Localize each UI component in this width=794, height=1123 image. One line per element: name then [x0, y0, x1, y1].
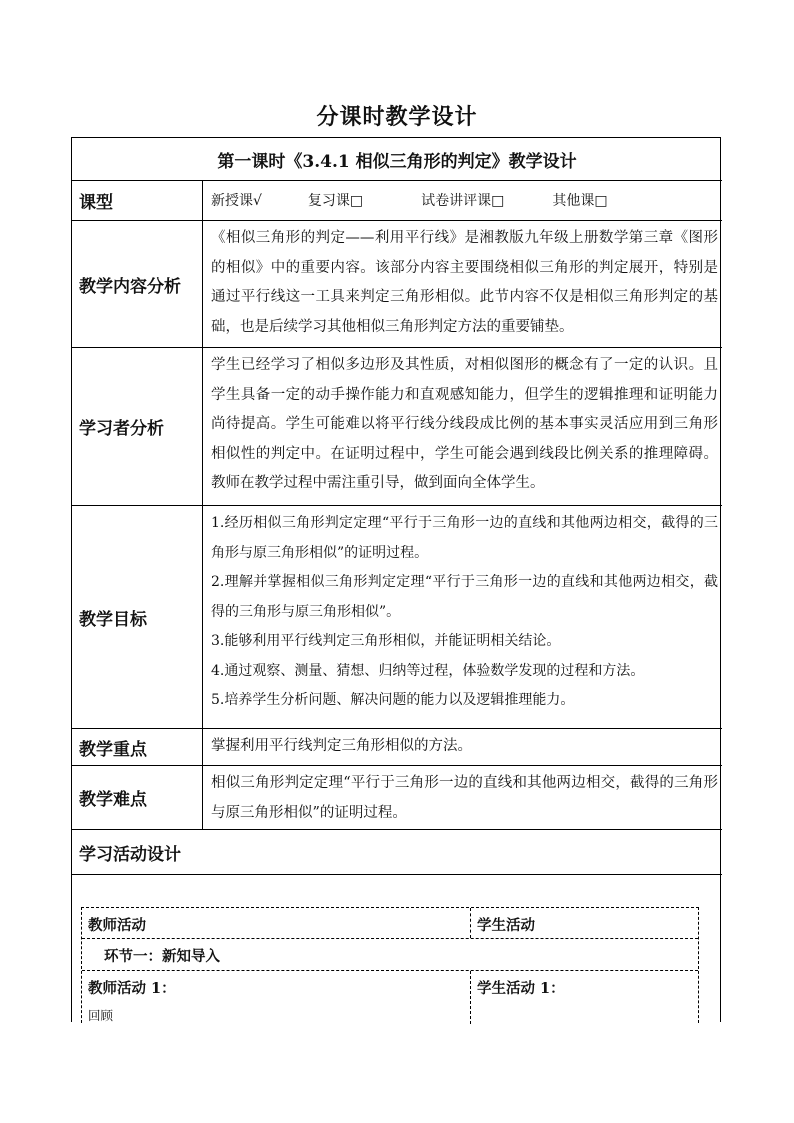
- learner-analysis-row: [72, 348, 722, 506]
- activity-design-heading-row: [72, 830, 722, 875]
- goal-item: 2.理解并掌握相似三角形判定定理“平行于三角形一边的直线和其他两边相交，截得的三角形与原三角形相似”。: [211, 574, 718, 620]
- activity-1-row: [82, 971, 698, 1024]
- difficulty-label: 教学难点: [72, 766, 203, 829]
- student-activity-header: 学生活动: [477, 917, 535, 934]
- course-type-option-other[interactable]: 其他课□: [552, 193, 608, 210]
- teacher-activity-1-label: 教师活动 1：: [88, 980, 176, 997]
- teacher-activity-header: 教师活动: [82, 908, 471, 938]
- goal-item: 4.通过观察、测量、猜想、归纳等过程，体验数学发现的过程和方法。: [211, 662, 645, 679]
- course-type-options: [203, 181, 722, 220]
- goal-item: 1.经历相似三角形判定定理“平行于三角形一边的直线和其他两边相交，截得的三角形与原三角形相似”的证明过程。: [211, 515, 718, 561]
- content-analysis-row: [72, 221, 722, 348]
- course-type-option-new[interactable]: 新授课√: [211, 193, 262, 210]
- goal-item: 3.能够利用平行线判定三角形相似，并能证明相关结论。: [211, 633, 561, 649]
- activity-table: [81, 907, 699, 1023]
- content-analysis-text: 《相似三角形的判定——利用平行线》是湘教版九年级上册数学第三章《图形的相似》中的重要内容。该部分内容主要围绕相似三角形的判定展开，特别是通过平行线这一工具来判定三角形相似。此节内容不仅是相似三角形判定的基础，也是后续学习其他相似三角形判定方法的重要铺垫。: [211, 230, 718, 335]
- difficulty-text: 相似三角形判定定理“平行于三角形一边的直线和其他两边相交，截得的三角形与原三角形相似”的证明过程。: [211, 775, 718, 821]
- learner-analysis-text: 学生已经学习了相似多边形及其性质，对相似图形的概念有了一定的认识。且学生具备一定的动手操作能力和直观感知能力，但学生的逻辑推理和证明能力尚待提高。学生可能难以将平行线分线段成比例的基本事实灵活应用到三角形相似性的判定中。在证明过程中，学生可能会遇到线段比例关系的推理障碍。教师在教学过程中需注重引导，做到面向全体学生。: [211, 357, 718, 491]
- goals-row: [72, 506, 722, 729]
- step-one-title: 环节一：新知导入: [104, 948, 220, 965]
- difficulty-row: [72, 766, 722, 830]
- goals-label: 教学目标: [72, 506, 203, 728]
- goal-item: 5.培养学生分析问题、解决问题的能力以及逻辑推理能力。: [211, 692, 575, 708]
- student-activity-1-label: 学生活动 1：: [477, 980, 565, 997]
- activity-design-heading: 学习活动设计: [79, 844, 181, 865]
- page-title: 分课时教学设计: [316, 104, 478, 130]
- course-type-row: [72, 181, 722, 221]
- teacher-activity-1-note: 回顾: [88, 1008, 114, 1023]
- lesson-design-table: [71, 137, 721, 1022]
- teacher-activity-1-cell: [82, 971, 471, 1024]
- lesson-title-row: [72, 138, 722, 181]
- course-type-option-exam-review[interactable]: 试卷讲评课□: [421, 193, 505, 210]
- course-type-label: 课型: [72, 181, 203, 220]
- course-type-option-review[interactable]: 复习课□: [307, 193, 364, 210]
- key-point-text: 掌握利用平行线判定三角形相似的方法。: [211, 738, 472, 754]
- learner-analysis-label: 学习者分析: [72, 348, 203, 505]
- content-analysis-label: 教学内容分析: [72, 221, 203, 347]
- goals-list: [203, 506, 722, 728]
- key-point-row: [72, 729, 722, 766]
- activity-header-row: [82, 908, 698, 939]
- key-point-label: 教学重点: [72, 729, 203, 765]
- step-row: [82, 939, 698, 971]
- lesson-title: 第一课时《3.4.1 相似三角形的判定》教学设计: [217, 151, 577, 172]
